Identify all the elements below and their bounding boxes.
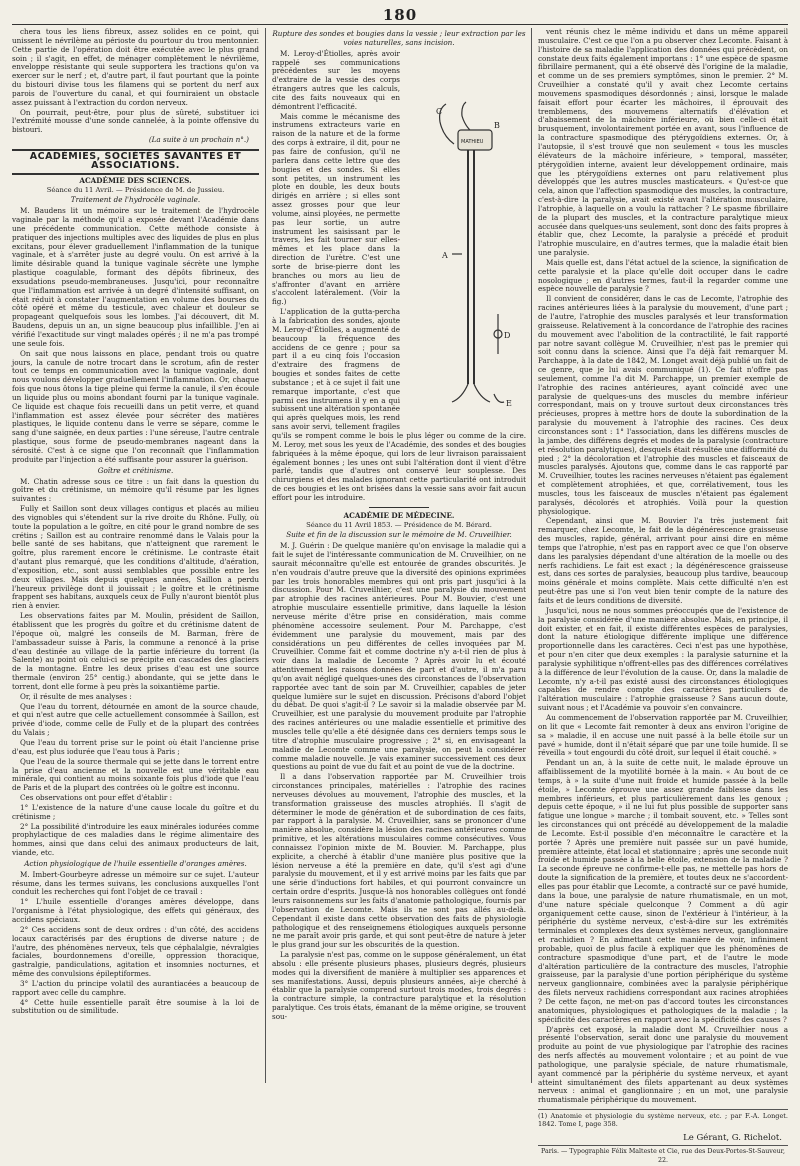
- paragraph: 3° L'action du principe volatil des aurantiacées a beaucoup de rapport avec celle du camphre.: [12, 978, 259, 997]
- column-separator: [531, 28, 532, 1083]
- paragraph: 1° L'huile essentielle d'oranges amères développe, dans l'organisme à l'état physiologique, des effets qui généraux, des accidens spéciaux.: [12, 897, 259, 924]
- paragraph: L'application de la gutta-percha à la fabrication des sondes, ajoute M. Leroy-d'Étiolles, a augmenté de beaucoup la fréquence des accidens de ce genre ; pour sa part il a eu cinq fois l'occasion d'extraire des fragmens de bougies et sondes faites de cette substance ; et à ce sujet il fait une remarque importante, c'est que parmi ces instrumens il y en a qui subissent une altération spontanée qui après quelques mois, les rend sans avoir servi, tellement fragiles qu'ils se rompent comme le bois le plus léger ou comme de la cire. M. Leroy, met sous les yeux de l'Académie, des sondes et des bougies fabriquées à la même époque, qui lors de leur livraison paraissaient également bonnes ; les unes ont subi l'altération dont il vient d'être parlé, tandis que d'autres ont conservé leur souplesse. Des chirurgiens et des malades ignorant cette particularité ont introduit de ces bougies et les ont brisées dans la vessie sans avoir fait aucun effort pour les introduire.: [272, 307, 526, 502]
- paragraph: Les observations faites par M. Moulin, président de Saillon, établissent que les progrès du goître et du crétinisme datent de l'époque où, malgré les conseils de M. Barman, frère de l'ambassadeur suisse à Paris, la commune a renoncé à la prise d'eau destinée au village de la partie inférieure du torrent (la Salente) au point où celui-ci se précipite en cascades des glaciers de la montagne. Entre les deux prises d'eau est une source thermale (environ 25° centig.) abondante, qui se jette dans le torrent, dont elle forme à peu près la soixantième partie.: [12, 611, 259, 691]
- column-right: [538, 27, 788, 1164]
- continuation-note: (La suite à un prochain n°.): [148, 135, 249, 145]
- paragraph: Il a dans l'observation rapportée par M. Cruveilhier trois circonstances principales, matérielles : l'atrophie des racines nerveuses dévolues au mouvement, l'atrophie des muscles, et la transformation graisseuse des muscles atrophiés. Il s'agit de déterminer le mode de génération et de subordination de ces faits, par rapport à la paralysie. M. Cruveilhier, sans se prononcer d'une manière absolue, considère la lésion des racines antérieures comme primitive, et les altérations musculaires comme consécutives. Vous connaissez l'opinion mixte de M. Bouvier. M. Parchappe, plus explicite, a cherché à établir d'une manière plus positive que la lésion nerveuse a été la première en date, qu'il s'est agi d'une paralysie du mouvement, et il y est arrivé moins par les faits que par une série d'inductions fort habiles, et qui pourront convaincre un certain ordre d'esprits. Jusque-là nos honorables collègues ont fondé leurs raisonnemens sur les faits d'anatomie pathologique, fournis par l'observation de Lecomte. Mais ils ne sont pas allés au-delà. Cependant il existe dans cette observation des faits de physiologie pathologique et des renseignemens étiologiques auxquels personne ne me paraît avoir pris garde, et qui sont peut-être de nature à jeter le plus grand jour sur les obscurités de la question.: [272, 772, 526, 950]
- page-number: 180: [382, 6, 418, 24]
- paragraph: Que l'eau du torrent, détournée en amont de la source chaude, et qui n'est autre que celle actuellement consommée à Saillon, est privée d'iode, comme celle de Fully et de la plupart des contrées du Valais ;: [12, 701, 259, 738]
- oranges-paragraphs: [12, 871, 259, 1017]
- column-middle: [272, 28, 526, 1078]
- paragraph: La paralysie n'est pas, comme on le suppose généralement, un état absolu : elle présente plusieurs phases, plusieurs degrés, plusieurs modes qui la diversifient de manière à multiplier ses apparences et ses manifestations. Aussi, depuis plusieurs années, ai-je cherché à établir que la paralysie comprend surtout trois modes, trois degrés : la contracture simple, la contracture paralytique et la résolution paralytique. Ces trois états, émanant de la même origine, se trouvent sou-: [272, 950, 526, 1021]
- divider: [369, 507, 429, 508]
- paragraph: Il convient de considérer, dans le cas de Lecomte, l'atrophie des racines antérieures liées à la paralysie du mouvement, d'une part ; de l'autre, l'atrophie des muscles paralysés et leur transformation graisseuse. Relativement à la concordance de l'atrophie des racines du mouvement avec l'abolition de la contractilité, le fait rapporté par notre savant collègue M. Cruveilhier, n'est pas le premier qui soit connu dans la science. Ainsi que l'a déjà fait remarquer M. Parchappe, à la date de 1842, M. Longet avait déjà publié un fait de ce genre, que je lui avais communiqué (1). Ce fait n'offre pas seulement, comme l'a dit M. Parchappe, un premier exemple de l'atrophie des racines antérieures, ayant coïncidé avec une paralysie de quelques-uns des muscles du membre inférieur correspondant, mais on y trouve surtout deux circonstances très précieuses, propres à mettre hors de doute la subordination de la paralysie du mouvement à l'atrophie des racines. Ces deux circonstances sont : 1° l'association, dans les différens muscles de la jambe, des différens degrés et modes de la paralysie (contracture et résolution paralytiques), desquels était résultée une difformité du pied ; 2° la décoloration et l'atrophie des muscles et faisceaux de muscles paralysés. Ajoutons que, comme dans le cas rapporté par M. Cruveilhier, toutes les racines nerveuses n'étaient pas également et complètement atrophiées, et que, corrélativement, tous les muscles, tous les faisceaux de muscles n'étaient pas également paralysés, décolorés et atrophiés. Voilà pour la question physiologique.: [538, 294, 788, 516]
- discussion-paragraphs: [272, 542, 526, 1022]
- paragraph: D'après cet exposé, la maladie dont M. Cruveilhier nous a présenté l'observation, serait donc une paralysie du mouvement produite au point de vue physiologique par l'atrophie des racines des nerfs affectés au mouvement volontaire ; et au point de vue pathologique, une paralysie spéciale, de nature rhumatismale, ayant commencé par la périphérie du système nerveux, et ayant atteint simultanément des filets appartenant au deux systèmes nerveux : animal et ganglionnaire ; en un mot, une paralysie rhumatismale périphérique du mouvement.: [538, 1024, 788, 1105]
- instrument-figure: [406, 94, 526, 424]
- hydrocele-paragraphs: [12, 207, 259, 464]
- instrument-illustration: [406, 94, 526, 424]
- article-title-rupture: Rupture des sondes et bougies dans la vessie ; leur extraction par les voies naturelles, sans incision.: [272, 29, 526, 47]
- paragraph: Cependant, ainsi que M. Bouvier l'a très justement fait remarquer, chez Lecomte, le fait de la dégénérescence graisseuse des muscles, rapide, général, arrivant pour ainsi dire en même temps que l'atrophie, n'est pas en rapport avec ce que l'on observe dans les paralysies dépendant d'une altération de la moelle ou des nerfs rachidiens. Le fait est exact ; la dégénérescence graisseuse est, dans ces sortes de paralysies, beaucoup plus tardive, beaucoup moins générale et moins complète. Mais cette difficulté n'en est peut-être pas une si l'on veut bien tenir compte de la nature des faits et de leurs conditions de diversité.: [538, 516, 788, 605]
- paragraph: 2° Ces accidens sont de deux ordres : d'un côté, des accidens locaux caractérisés par des éruptions de diverse nature ; de l'autre, des phénomènes nerveux, tels que céphalalgie, névralgies faciales, bourdonnemens d'oreille, oppression thoracique, gastralgie, pandiculations, agitation et insomnies nocturnes, et même des convulsions épileptiformes.: [12, 924, 259, 979]
- article-title-oranges: Action physiologique de l'huile essentielle d'oranges amères.: [24, 858, 247, 868]
- figure-label-e: E: [506, 398, 512, 408]
- paragraph: Or, il résulte de mes analyses :: [20, 691, 132, 701]
- figure-label-c: C: [436, 106, 443, 116]
- paragraph: 4° Cette huile essentielle paraît être soumise à la loi de substitution ou de similitude.: [12, 997, 259, 1016]
- paragraph: M. J. Guérin : De quelque manière qu'on envisage la maladie qui a fait le sujet de l'intéressante communication de M. Cruveilhier, on ne saurait méconnaître qu'elle est entourée de grandes obscurités. Je n'en voudrais d'autre preuve que la diversité des opinions exprimées par les trois honorables membres qui ont pris part jusqu'ici à la discussion. Pour M. Cruveilhier, c'est une paralysie du mouvement par atrophie des racines antérieures. Pour M. Bouvier, c'est une atrophie musculaire essentielle primitive, dans laquelle la lésion nerveuse mérite d'être prise en considération, mais comme phénomène accessoire seulement. Pour M. Parchappe, c'est évidemment une paralysie du mouvement, mais par des considérations un peu différentes de celles invoquées par M. Cruveilhier. Comme fait et comme doctrine n'y a-t-il rien de plus à voir dans la maladie de Lecomte ? Après avoir lu et écouté attentivement les raisons données de part et d'autre, il m'a paru qu'on avait négligé quelques-unes des circonstances de l'observation rapportée avec tant de soin par M. Cruveilhier, capables de jeter quelque lumière sur le sujet en discussion. Précisons d'abord l'objet du débat. De quoi s'agit-il ? Le savoir si la maladie observée par M. Cruveilhier, est une paralysie du mouvement produite par l'atrophie des racines antérieures ou une maladie essentielle et primitive des muscles telle qu'elle a été désignée dans ces derniers temps sous le titre d'atrophie musculaire progressive ; 2° si, en envisageant la maladie de Lecomte comme une paralysie, on peut la considérer comme maladie nouvelle. Je vais examiner successivement ces deux questions au point de vue du fait et au point de vue de la doctrine.: [272, 541, 526, 772]
- academy-title: ACADÉMIE DE MÉDECINE.: [343, 510, 455, 520]
- figure-label-d: D: [504, 330, 511, 340]
- footnote: (1) Anatomie et physiologie du système nerveux, etc. ; par F.-A. Longet. 1842. Tome I, page 358.: [538, 1109, 788, 1128]
- article-title-hydrocele: Traitement de l'hydrocèle vaginale.: [70, 195, 201, 205]
- paragraph: M. Baudens lit un mémoire sur le traitement de l'hydrocèle vaginale par la méthode qu'il a exposée devant l'Académie dans une précédente communication. Cette méthode consiste à pratiquer des injections multiples avec des liquides de plus en plus excitans, pour élever graduellement l'inflammation de la tunique vaginale, et à s'arrêter juste au degré voulu. On est arrivé à la limite désirable quand la tunique vaginale sécrète une lymphe plastique coagulable, formant des dépôts fibrineux, des exsudations pseudo-membraneuses. Jusqu'ici, pour reconnaître que l'inflammation est arrivée à un degré d'intensité suffisant, on était réduit à constater l'augmentation en volume des bourses du côté opéré et même du testicule, avec chaleur et douleur se propageant quelquefois sous les lombes. J'ai découvert, dit M. Baudens, depuis un an, un signe beaucoup plus infaillible. J'en ai vérifié l'exactitude sur vingt malades opérés ; il ne m'a pas trompé une seule fois.: [12, 206, 259, 348]
- article-title-goitre: Goître et crétinisme.: [97, 465, 174, 475]
- column-left: [12, 28, 259, 1078]
- paragraph: Fully et Saillon sont deux villages contigus et placés au milieu des vignobles qui s'étendent sur la rive droite du Rhône. Fully, où toute la population a le goître, en cité pour le grand nombre de ses crétins ; Saillon est au contraire renommé dans le Valais pour la belle santé de ses habitans, que n'atteignent que rarement le goître, plus rarement encore le crétinisme. Le contraste était d'autant plus remarqué, que les conditions d'altitude, d'aération, d'exposition, etc., sont aussi semblables que possible entre les deux villages. Mais depuis quelques années, Saillon a perdu l'heureux privilège dont il jouissait ; le goître et le crétinisme frappent ses habitans, auxquels ceux de Fully n'auront bientôt plus rien à envier.: [12, 504, 259, 611]
- column-separator: [265, 28, 266, 1083]
- figure-label-b: B: [494, 120, 500, 130]
- session-line: Séance du 11 Avril. — Présidence de M. de Jussieu.: [46, 185, 225, 194]
- paragraph: vent réunis chez le même individu et dans un même appareil musculaire. C'est ce que l'on a pu observer chez Lecomte. Faisant à l'histoire de sa maladie l'application des données qui précèdent, on constate deux faits également importans : 1° une espèce de spasme fibrillaire permanent, qui a été observé dès l'origine de la maladie, et comme un de ses premiers symptômes, sinon le premier. 2° M. Cruveilhier a constaté qu'il y avait chez Lecomte certains mouvemens spasmodiques désordonnés ; ainsi, lorsque le malade faisait effort pour écarter les mâchoires, il éprouvait des tremblemens, des mouvemens alternatifs d'élévation et d'abaissement de la mâchoire inférieure, où bien celle-ci était brusquement, involontairement portée en avant, sous l'influence de la contracture spasmodique des ptérygoïdiens externes. Or, à l'autopsie, il s'est trouvé que non seulement « tous les muscles élévateurs de la mâchoire inférieure, » temporal, masséter, ptérygoïdien interne, avaient leur développement ordinaire, mais que les ptérygoïdiens externes ont paru relativement plus développés que les autres muscles masticateurs. « Qu'est-ce que cela, ainon que l'affection spasmodique des muscles, la contracture, c'est-à-dire la paralysie, avait existé avant l'altération musculaire, l'atrophie, à laquelle on a voulu la rattacher ? Le spasme fibrillaire de la plupart des muscles, et la contracture paralytique mieux accusée dans quelques-uns seulement, sont donc des faits propres à établir que, chez Lecomte, la paralysie a précédé et produit l'atrophie musculaire, en d'autres termes, que la maladie était bien une paralysie.: [538, 27, 788, 258]
- top-rule: [12, 24, 788, 25]
- paragraph: Mais quelle est, dans l'état actuel de la science, la signification de cette paralysie et la place qu'elle doit occuper dans le cadre nosologique ; en d'autres termes, faut-il la regarder comme une espèce nouvelle de paralysie ?: [538, 257, 788, 294]
- signature: Le Gérant, G. Richelot.: [683, 1133, 782, 1144]
- session-line: Séance du 11 Avril 1853. — Présidence de M. Bérard.: [306, 520, 492, 529]
- paragraph: M. Chatin adresse sous ce titre : un fait dans la question du goître et du crétinisme, un mémoire qu'il résume par les lignes suivantes :: [12, 476, 259, 504]
- printer-line: Paris. — Typographie Félix Malteste et Cie, rue des Deux-Portes-St-Sauveur, 22.: [538, 1145, 788, 1166]
- intro-paragraphs: [12, 28, 259, 135]
- paragraph: 2° La possibilité d'introduire les eaux minérales iodurées comme prophylactique de ces maladies dans le régime alimentaire des hommes, ainsi que dans celui des animaux producteurs de lait, viande, etc.: [12, 821, 259, 858]
- paragraph: Que l'eau du torrent prise sur le point où était l'ancienne prise d'eau, est plus iodurée que l'eau tous à Paris ;: [12, 737, 259, 756]
- continued-paragraphs: [538, 28, 788, 1105]
- paragraph: Ces observations ont pour effet d'établir :: [20, 793, 173, 803]
- paragraph: On pourrait, peut-être, pour plus de sûreté, substituer ici l'extrémité mousse d'une sonde cannelée, à la pointe offensive du bistouri.: [12, 107, 259, 135]
- paragraph: Pendant un an, à la suite de cette nuit, le malade éprouve un affaiblissement de la myotilité bornée à la main. « Au bout de ce temps, à » la suite d'une nuit froide et humide passée à la belle étoile, » Lecomte éprouve une assez grande faiblesse dans les membres inférieurs, et plus particulièrement dans les genoux ; depuis cette époque, » il ne lui fut plus possible de supporter sans fatigue une longue » marche ; il tombait souvent, etc. » Telles sont les circonstances qui ont précédé au développement de la maladie de Lecomte. Est-il possible d'en méconnaître le caractère et la portée ? Après une première nuit passée sur un pavé humide, première atteinte, état local et stationnaire ; après une seconde nuit froide et humide passée à la belle étoile, extension de la maladie ? La seconde épreuve ne confirme-t-elle pas, ne mettelle pas hors de doute la signification de la première, et toutes deux ne s'accordent-elles pas pour établir que Lecomte, a contracté sur ce pavé humide, dans la boue, une paralysie de nature rhumatismale, en un mot, d'une nature spéciale quelconque ? Comment a dû agir organiquement cette cause, sinon de l'extérieur à l'intérieur, à la périphérie du système nerveux, c'est-à-dire sur les extrémités terminales et complexes des deux systèmes nerveux, ganglionnaire et rachidien ? En admettant cette manière de voir, infiniment probable, quoi de plus facile à expliquer que les phénomènes de contracture spasmodique d'une part, et de l'autre le mode d'altération particulière de la contracture des muscles, l'atrophie graisseuse, par la paralysie d'une portion périphérique du système nerveux ganglionnaire, combinées avec la paralysie périphérique des filets nerveux rachidiens correspondant aux racines atrophiées ? De cette façon, ne met-on pas d'accord toutes les circonstances anatomiques, physiologiques et pathologiques de la maladie ; la spécificité des caractères en rapport avec la spécificité des causes ?: [538, 758, 788, 1024]
- paragraph: Au commencement de l'observation rapportée par M. Cruveilhier, on lit que « Lecomte fait remonter à deux ans environ l'origine de sa » maladie, il en accuse une nuit passé à la belle étoile sur un pavé » humide, dont il n'était séparé que par une toile humide. Il se réveilla » tout engourdi du côté droit, sur lequel il était couché. »: [538, 712, 788, 758]
- paragraph: Jusqu'ici, nous ne nous sommes préoccupés que de l'existence de la paralysie considérée d'une manière absolue. Mais, en principe, il doit exister, et en fait, il existe différentes espèces de paralysies, dont la nature étiologique différente implique une différence proportionnelle dans les caractères. Ceci n'est pas une hypothèse, et pour n'en citer que deux exemples : la paralysie saturnine et la paralysie syphilitique n'offrent-elles pas des différences corrélatives à la différence de leur l'évolution de la cause. Or, dans la maladie de Lecomte, n'y a-t-il pas existé aussi des circonstances étiologiques capables de rendre compte des caractères particuliers de l'altération musculaire : l'atrophie graisseuse ? Sans aucun doute, suivant nous ; et l'Académie va pouvoir s'en convaincre.: [538, 605, 788, 713]
- academy-title: ACADÉMIE DES SCIENCES.: [79, 175, 192, 185]
- paragraph: chera tous les liens fibreux, assez solides en ce point, qui unissent le névrilème au périoste du pourtour du trou mentonnier. Cette partie de l'opération doit être exécutée avec le plus grand soin ; il s'agit, en effet, de ménager complètement le névrilème, enveloppe résistante qui seule supportera les tractions qu'on va exercer sur le nerf ; et, d'autre part, il faut pourtant que la pointe du bistouri divise tous les filamens qui se portent du nerf aux parois de l'ouverture du canal, et qui fourniraient un obstacle assez puissant à l'extraction du cordon nerveux.: [12, 27, 259, 107]
- article-title-discussion: Suite et fin de la discussion sur le mémoire de M. Cruveilhier.: [286, 530, 512, 540]
- paragraph: Mais comme le mécanisme des instrumens extracteurs varie en raison de la nature et de la forme des corps à extraire, il dit, pour ne pas faire de confusion, qu'il ne parlera dans cette lettre que des bougies et des sondes. Si elles sont petites, un instrument les plote en double, les deux bouts dirigés en arrière ; si elles sont assez grosses pour que leur volume, ainsi ployées, ne permette pas leur sortie, un autre instrument les saisissant par le travers, les fait tourner sur elles-mêmes et les place dans la direction de l'urètre. C'est une sorte de brise-pierre dont les branches ou mors au lieu de s'affronter d'avant en arrière s'accolent latéralement. (Voir la fig.): [272, 111, 400, 307]
- figure-label-maker: MATHIEU: [461, 138, 484, 145]
- paragraph: M. Leroy-d'Étiolles, après avoir rappelé ses communications précédentes sur les moyens d'extraire de la vessie des corps étrangers autres que les calculs, cite des faits nouveaux qui en démontrent l'efficacité.: [272, 48, 400, 111]
- paragraph: 1° L'existence de la nature d'une cause locale du goître et du crétinisme ;: [12, 802, 259, 821]
- paragraph: Que l'eau de la source thermale qui se jette dans le torrent entre la prise d'eau ancienne et la nouvelle est une véritable eau minérale, qui contient au moins soixante fois plus d'iode que l'eau de Paris et de la plupart des contrées où le goître est inconnu.: [12, 756, 259, 793]
- paragraph: M. Imbert-Gourbeyre adresse un mémoire sur ce sujet. L'auteur résume, dans les termes suivans, les conclusions auxquelles l'ont conduit les recherches qui font l'objet de ce travail :: [12, 869, 259, 897]
- goitre-paragraphs: [12, 478, 259, 858]
- section-banner: ACADÉMIES, SOCIÉTÉS SAVANTES ET ASSOCIATIONS.: [12, 149, 259, 175]
- paragraph: On sait que nous laissons en place, pendant trois ou quatre jours, la canule de notre trocart dans le scrotum, afin de rester tout ce temps en communication avec la tunique vaginale, dont nous voulons développer graduellement l'inflammation. Or, chaque fois que nous ôtons la tige pleine qui ferme la canule, il s'en écoule un liquide plus ou moins abondant fourni par la tunique vaginale. Ce liquide est chaque fois recueilli dans un petit verre, et quand l'inflammation est assez élevée pour sécréter des matières plastiques, le liquide contenu dans le verre se sépare, comme le sang d'une saignée, en deux parties : l'une séreuse, l'autre centrale plastique, sous forme de pseudo-membranes nageant dans la sérosité. C'est à ce signe que l'on reconnaît que l'inflammation produite par l'injection a été suffisante pour assurer la guérison.: [12, 348, 259, 464]
- figure-label-a: A: [442, 250, 448, 260]
